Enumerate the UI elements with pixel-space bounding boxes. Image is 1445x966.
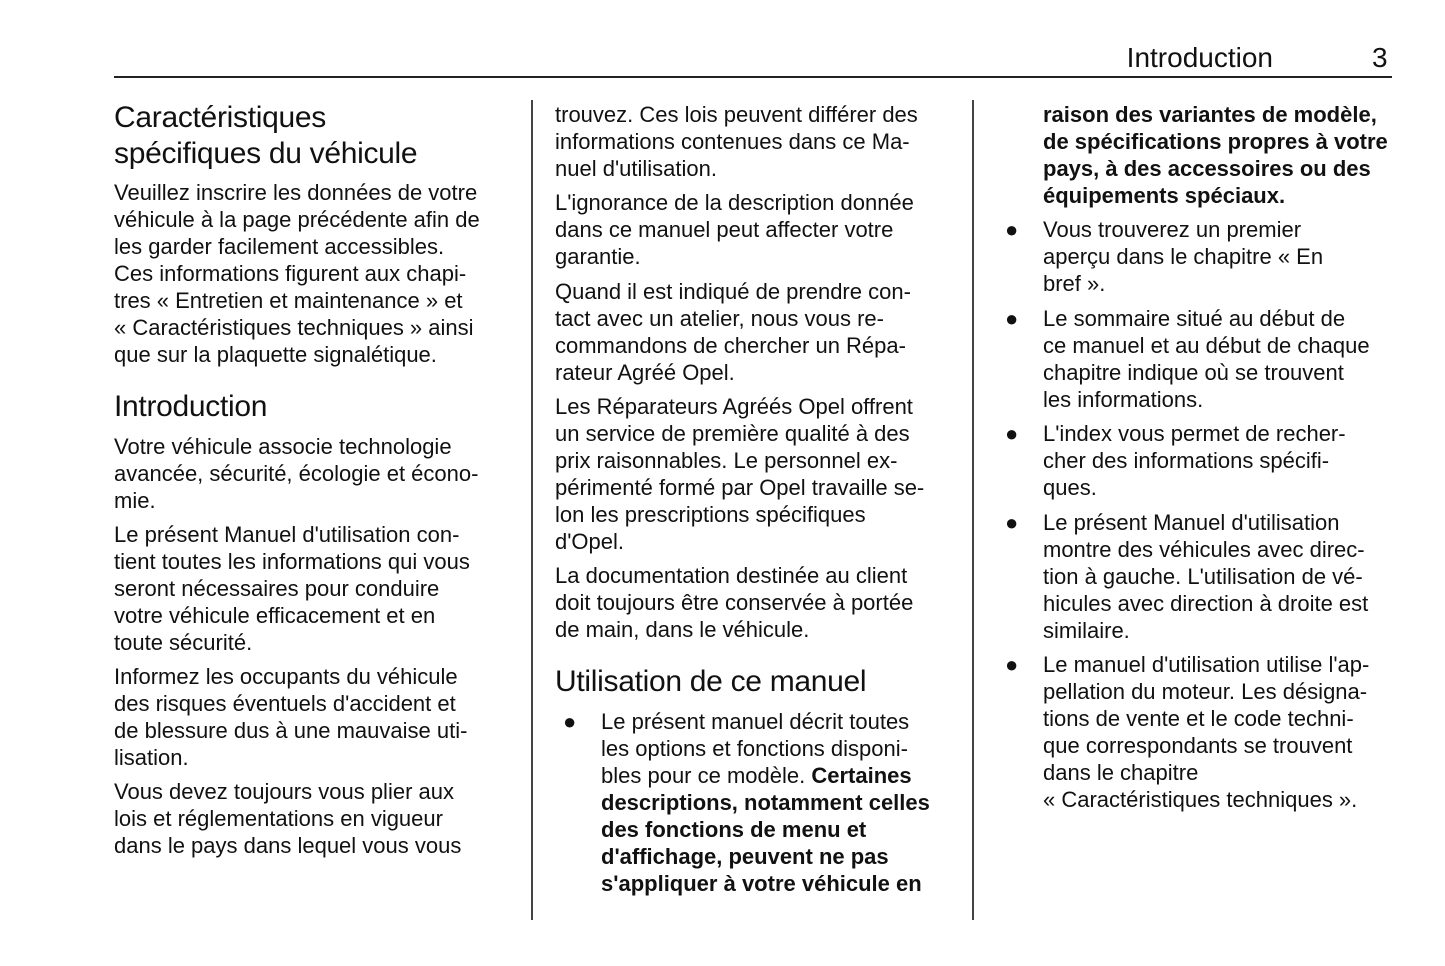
paragraph-line: Vous devez toujours vous plier aux — [114, 779, 454, 804]
paragraph-line: Ces informations figurent aux chapi- — [114, 261, 467, 286]
paragraph-line: Quand il est indiqué de prendre con- — [555, 279, 911, 304]
heading-introduction: Introduction — [114, 390, 268, 423]
paragraph-line: les garder facilement accessibles. — [114, 234, 445, 259]
paragraph-line: un service de première qualité à des — [555, 421, 910, 446]
header-rule — [114, 76, 1392, 78]
paragraph-line: « Caractéristiques techniques » ainsi — [114, 315, 474, 340]
list-item-bold-line: équipements spéciaux. — [1043, 183, 1286, 208]
paragraph-line: informations contenues dans ce Ma- — [555, 129, 910, 154]
list-item-line: les options et fonctions disponi- — [601, 736, 908, 761]
list-item-bold-line: descriptions, notamment celles — [601, 790, 930, 815]
list-item-line: hicules avec direction à droite est — [1043, 591, 1369, 616]
paragraph-line: dans ce manuel peut affecter votre — [555, 217, 894, 242]
paragraph-line: commandons de chercher un Répa- — [555, 333, 906, 358]
column-divider-2 — [972, 100, 974, 920]
list-item-line: « Caractéristiques techniques ». — [1043, 787, 1358, 812]
list-item-bold-line: des fonctions de menu et — [601, 817, 867, 842]
list-item-bold-text: Certaines — [811, 763, 912, 788]
list-item-line: Le sommaire situé au début de — [1043, 306, 1346, 331]
list-item-line: ques. — [1043, 475, 1097, 500]
list-item-line: aperçu dans le chapitre « En — [1043, 244, 1324, 269]
list-item-line: Le présent Manuel d'utilisation — [1043, 510, 1340, 535]
paragraph-line: avancée, sécurité, écologie et écono- — [114, 461, 479, 486]
heading-using-manual: Utilisation de ce manuel — [555, 665, 867, 698]
heading-vehicle-specific: Caractéristiques — [114, 101, 326, 134]
heading-vehicle-specific: spécifiques du véhicule — [114, 137, 418, 170]
paragraph-line: Votre véhicule associe technologie — [114, 434, 452, 459]
running-header-section: Introduction — [1126, 42, 1273, 73]
list-item-bold-line: pays, à des accessoires ou des — [1043, 156, 1371, 181]
paragraph-line: de main, dans le véhicule. — [555, 617, 810, 642]
paragraph-line: garantie. — [555, 244, 641, 269]
list-item-line: pellation du moteur. Les désigna- — [1043, 679, 1368, 704]
list-item-line: Le manuel d'utilisation utilise l'ap- — [1043, 652, 1370, 677]
paragraph-line: La documentation destinée au client — [555, 563, 908, 588]
paragraph-line: Veuillez inscrire les données de votre — [114, 180, 478, 205]
paragraph-line: de blessure dus à une mauvaise uti- — [114, 718, 468, 743]
paragraph-line: L'ignorance de la description donnée — [555, 190, 914, 215]
list-item-line: tions de vente et le code techni- — [1043, 706, 1354, 731]
paragraph-line: toute sécurité. — [114, 630, 253, 655]
paragraph-line: tact avec un atelier, nous vous re- — [555, 306, 884, 331]
list-item-line: ce manuel et au début de chaque — [1043, 333, 1370, 358]
list-item-line: chapitre indique où se trouvent — [1043, 360, 1344, 385]
paragraph-line: lisation. — [114, 745, 189, 770]
paragraph-line: rateur Agréé Opel. — [555, 360, 735, 385]
paragraph-line: Les Réparateurs Agréés Opel offrent — [555, 394, 913, 419]
list-item-bold-line: d'affichage, peuvent ne pas — [601, 844, 889, 869]
list-item-line: L'index vous permet de recher- — [1043, 421, 1346, 446]
bullet-icon: ● — [1005, 421, 1019, 446]
list-item-line — [601, 762, 912, 789]
list-item-line: Vous trouverez un premier — [1043, 217, 1302, 242]
paragraph-line: Le présent Manuel d'utilisation con- — [114, 522, 460, 547]
paragraph-line: prix raisonnables. Le personnel ex- — [555, 448, 898, 473]
list-item-line: dans le chapitre — [1043, 760, 1199, 785]
list-item-line: les informations. — [1043, 387, 1204, 412]
paragraph-line: doit toujours être conservée à portée — [555, 590, 914, 615]
paragraph-line: lois et réglementations en vigueur — [114, 806, 443, 831]
list-item-text: bles pour ce modèle. — [601, 763, 806, 788]
paragraph-line: Informez les occupants du véhicule — [114, 664, 458, 689]
page-number: 3 — [1372, 42, 1388, 73]
paragraph-line: d'Opel. — [555, 529, 625, 554]
list-item-line: montre des véhicules avec direc- — [1043, 537, 1365, 562]
list-item-line: bref ». — [1043, 271, 1106, 296]
bullet-icon: ● — [1005, 652, 1019, 677]
list-item-line: cher des informations spécifi- — [1043, 448, 1330, 473]
list-item-bold-line: raison des variantes de modèle, — [1043, 102, 1377, 127]
paragraph-line: véhicule à la page précédente afin de — [114, 207, 480, 232]
list-item-line: Le présent manuel décrit toutes — [601, 709, 910, 734]
paragraph-line: périmenté formé par Opel travaille se- — [555, 475, 925, 500]
bullet-icon: ● — [1005, 217, 1019, 242]
list-item-line: que correspondants se trouvent — [1043, 733, 1353, 758]
paragraph-line: tres « Entretien et maintenance » et — [114, 288, 463, 313]
paragraph-line: tient toutes les informations qui vous — [114, 549, 470, 574]
paragraph-line: trouvez. Ces lois peuvent différer des — [555, 102, 918, 127]
column-divider-1 — [531, 100, 533, 920]
bullet-icon: ● — [1005, 306, 1019, 331]
bullet-icon: ● — [563, 709, 577, 734]
list-item-line: tion à gauche. L'utilisation de vé- — [1043, 564, 1363, 589]
paragraph-line: mie. — [114, 488, 156, 513]
list-item-bold-line: de spécifications propres à votre — [1043, 129, 1388, 154]
paragraph-line: que sur la plaquette signalétique. — [114, 342, 437, 367]
paragraph-line: nuel d'utilisation. — [555, 156, 717, 181]
paragraph-line: lon les prescriptions spécifiques — [555, 502, 866, 527]
paragraph-line: des risques éventuels d'accident et — [114, 691, 456, 716]
paragraph-line: dans le pays dans lequel vous vous — [114, 833, 462, 858]
list-item-bold-line: s'appliquer à votre véhicule en — [601, 871, 922, 896]
bullet-icon: ● — [1005, 510, 1019, 535]
list-item-line: similaire. — [1043, 618, 1130, 643]
paragraph-line: seront nécessaires pour conduire — [114, 576, 440, 601]
paragraph-line: votre véhicule efficacement et en — [114, 603, 436, 628]
